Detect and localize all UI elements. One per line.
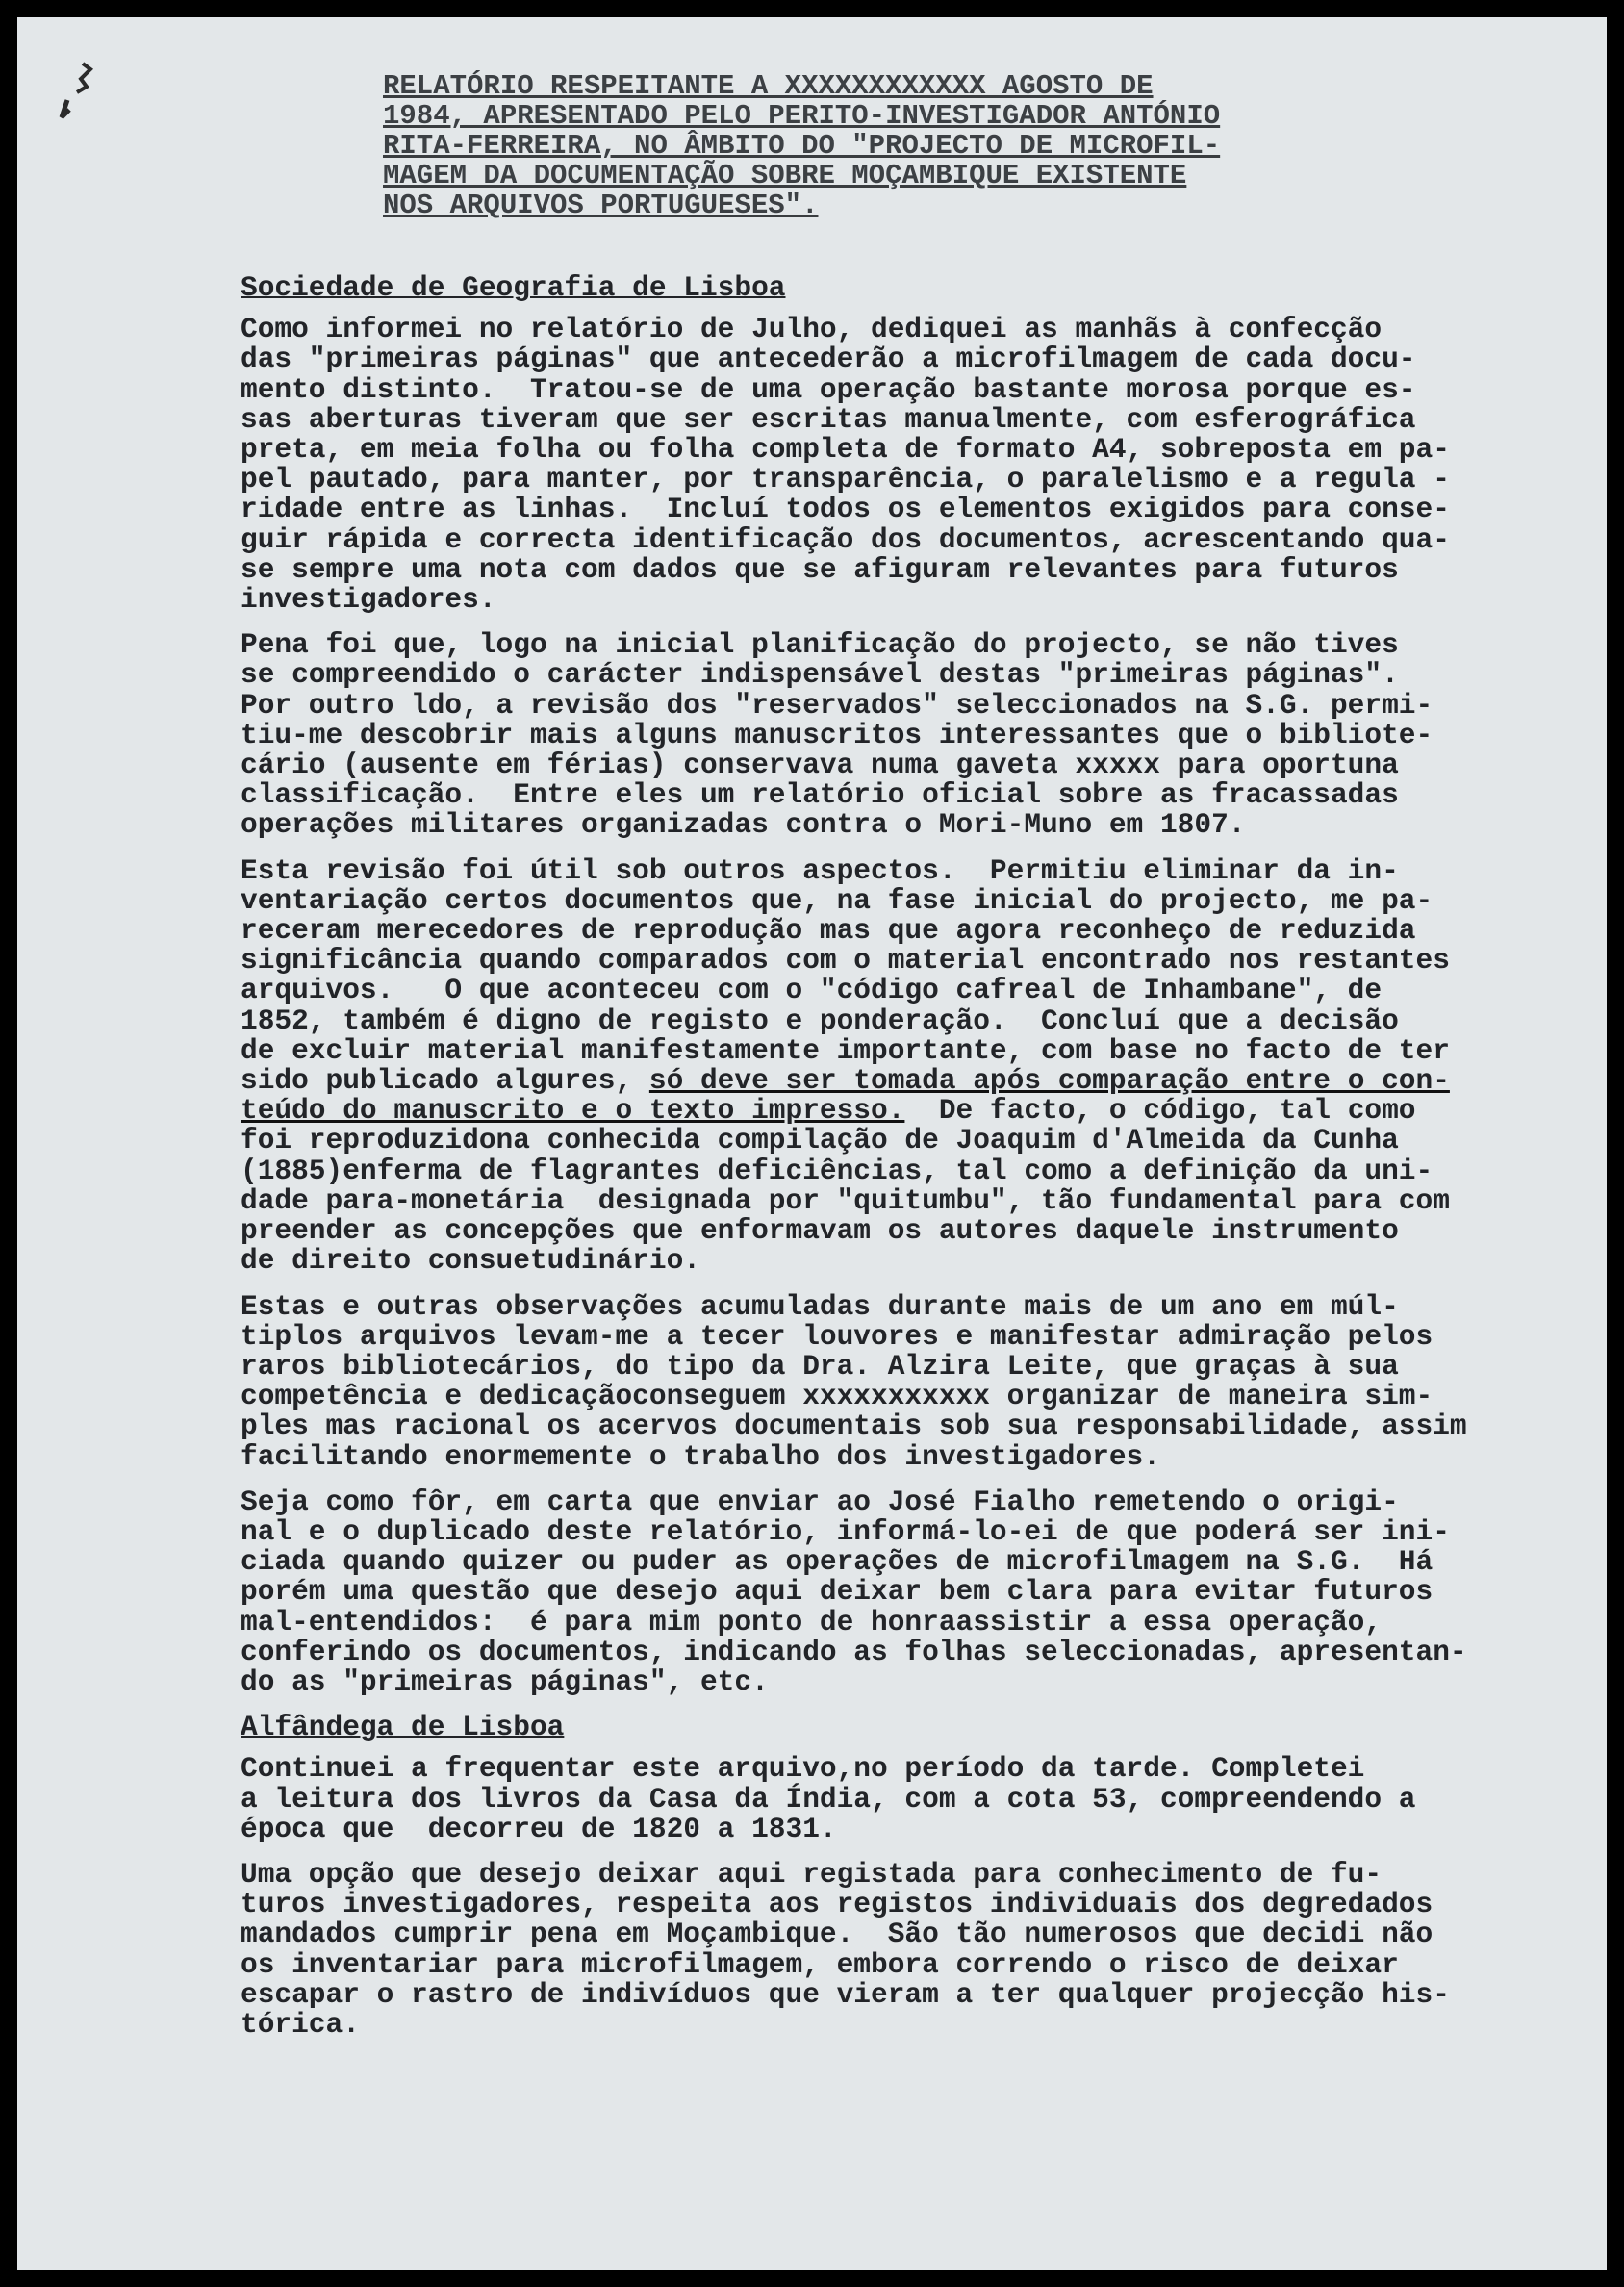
title-line: RELATÓRIO RESPEITANTE A XXXXXXXXXXXX AGOSTO DE <box>383 70 1154 102</box>
text-line: época que decorreu de 1820 a 1831. <box>241 1812 837 1845</box>
section-heading-alfandega: Alfândega de Lisboa <box>241 1711 565 1744</box>
text-line: 1852, também é digno de registo e ponderação. Concluí que a decisão <box>241 1004 1399 1037</box>
underlined-phrase: teúdo do manuscrito e o texto impresso. <box>241 1094 905 1128</box>
text-line: Pena foi que, logo na inicial planificação do projecto, se não tives <box>241 628 1399 662</box>
text-line: raros bibliotecários, do tipo da Dra. Alzira Leite, que graças à sua <box>241 1349 1399 1383</box>
text-line: arquivos. O que aconteceu com o "código cafreal de Inhambane", de <box>241 974 1383 1007</box>
text-line: classificação. Entre eles um relatório oficial sobre as fracassadas <box>241 778 1399 812</box>
report-title <box>383 71 1403 220</box>
text-line: tórica. <box>241 2007 360 2041</box>
text-line: a leitura dos livros da Casa da Índia, com a cota 53, compreendendo a <box>241 1782 1416 1816</box>
section-heading-sociedade: Sociedade de Geografia de Lisboa <box>241 271 786 304</box>
text-line: porém uma questão que desejo aqui deixar bem clara para evitar futuros <box>241 1575 1434 1609</box>
text-line: Estas e outras observações acumuladas durante mais de um ano em múl- <box>241 1289 1399 1323</box>
text-line: guir rápida e correcta identificação dos documentos, acrescentando qua- <box>241 522 1450 556</box>
text-line: facilitando enormemente o trabalho dos investigadores. <box>241 1439 1160 1473</box>
text-line: receram merecedores de reprodução mas que agora reconheço de reduzida <box>241 914 1416 948</box>
document-page <box>17 17 1607 2270</box>
text-line: escapar o rastro de indivíduos que vieram a ter qualquer projecção his- <box>241 1977 1450 2011</box>
text-line: mal-entendidos: é para mim ponto de honraassistir a essa operação, <box>241 1605 1383 1639</box>
text-line: Como informei no relatório de Julho, dediquei as manhãs à confecção <box>241 313 1383 346</box>
text-line: das "primeiras páginas" que antecederão a microfilmagem de cada docu- <box>241 343 1416 376</box>
text-line: De facto, o código, tal como <box>904 1094 1416 1128</box>
text-line: foi reproduzidona conhecida compilação de Joaquim d'Almeida da Cunha <box>241 1124 1399 1157</box>
paragraph <box>241 853 1587 1278</box>
report-body <box>241 273 1587 2055</box>
text-line: Continuei a frequentar este arquivo,no período da tarde. Completei <box>241 1752 1365 1786</box>
paragraph <box>241 1289 1587 1473</box>
paragraph <box>241 630 1587 840</box>
text-line: (1885)enferma de flagrantes deficiências, tal como a definição da uni- <box>241 1154 1434 1187</box>
title-line: RITA-FERREIRA, NO ÂMBITO DO "PROJECTO DE MICROFIL- <box>383 130 1221 162</box>
text-line: conferindo os documentos, indicando as folhas seleccionadas, apresentan- <box>241 1635 1467 1668</box>
text-line: os inventariar para microfilmagem, embora correndo o risco de deixar <box>241 1947 1399 1981</box>
text-line: de excluir material manifestamente importante, com base no facto de ter <box>241 1033 1450 1067</box>
text-line: Seja como fôr, em carta que enviar ao José Fialho remetendo o origi- <box>241 1485 1399 1518</box>
text-line: Por outro ldo, a revisão dos "reservados" seleccionados na S.G. permi- <box>241 688 1434 722</box>
paragraph <box>241 1857 1587 2041</box>
paragraph <box>241 1754 1587 1844</box>
text-line: investigadores. <box>241 583 496 617</box>
text-line: ridade entre as linhas. Incluí todos os elementos exigidos para conse- <box>241 493 1450 526</box>
text-line: nal e o duplicado deste relatório, informá-lo-ei de que poderá ser ini- <box>241 1514 1450 1548</box>
text-line: tiplos arquivos levam-me a tecer louvores e manifestar admiração pelos <box>241 1319 1434 1353</box>
text-line: tiu-me descobrir mais alguns manuscritos interessantes que o bibliote- <box>241 718 1434 751</box>
text-line: operações militares organizadas contra o Mori-Muno em 1807. <box>241 808 1246 842</box>
text-line: dade para-monetária designada por "quitumbu", tão fundamental para com <box>241 1183 1450 1217</box>
text-line: mento distinto. Tratou-se de uma operação bastante morosa porque es- <box>241 372 1416 406</box>
text-line: preta, em meia folha ou folha completa de formato A4, sobreposta em pa- <box>241 433 1450 467</box>
paragraph <box>241 315 1587 615</box>
text-line: ciada quando quizer ou puder as operações de microfilmagem na S.G. Há <box>241 1545 1434 1579</box>
text-line: preender as concepções que enformavam os autores daquele instrumento <box>241 1214 1399 1248</box>
text-line: se sempre uma nota com dados que se afiguram relevantes para futuros <box>241 552 1399 586</box>
handwritten-mark <box>54 58 102 135</box>
text-line: sido publicado algures, <box>241 1064 649 1098</box>
title-line: MAGEM DA DOCUMENTAÇÃO SOBRE MOÇAMBIQUE EXISTENTE <box>383 160 1187 191</box>
text-line: pel pautado, para manter, por transparência, o paralelismo e a regula - <box>241 463 1450 496</box>
text-line: ples mas racional os acervos documentais sob sua responsabilidade, assim <box>241 1410 1467 1443</box>
text-line: significância quando comparados com o material encontrado nos restantes <box>241 944 1450 978</box>
text-line: Esta revisão foi útil sob outros aspectos. Permitiu eliminar da in- <box>241 853 1399 887</box>
underlined-phrase: só deve ser tomada após comparação entre o con- <box>648 1064 1450 1098</box>
text-line: sas aberturas tiveram que ser escritas manualmente, com esferográfica <box>241 402 1416 436</box>
text-line: de direito consuetudinário. <box>241 1244 700 1278</box>
text-line: cário (ausente em férias) conservava numa gaveta xxxxx para oportuna <box>241 749 1399 782</box>
text-line: Uma opção que desejo deixar aqui registada para conhecimento de fu- <box>241 1857 1383 1891</box>
text-line: do as "primeiras páginas", etc. <box>241 1664 769 1698</box>
text-line: se compreendido o carácter indispensável destas "primeiras páginas". <box>241 658 1399 692</box>
paragraph <box>241 1487 1587 1697</box>
text-line: ventariação certos documentos que, na fase inicial do projecto, me pa- <box>241 883 1434 917</box>
title-line: 1984, APRESENTADO PELO PERITO-INVESTIGADOR ANTÓNIO <box>383 100 1221 132</box>
title-line: NOS ARQUIVOS PORTUGUESES". <box>383 190 819 221</box>
text-line: mandados cumprir pena em Moçambique. São tão numerosos que decidi não <box>241 1918 1434 1951</box>
text-line: turos investigadores, respeita aos registos individuais dos degredados <box>241 1888 1434 1921</box>
text-line: competência e dedicaçãoconseguem xxxxxxxxxxx organizar de maneira sim- <box>241 1380 1434 1413</box>
